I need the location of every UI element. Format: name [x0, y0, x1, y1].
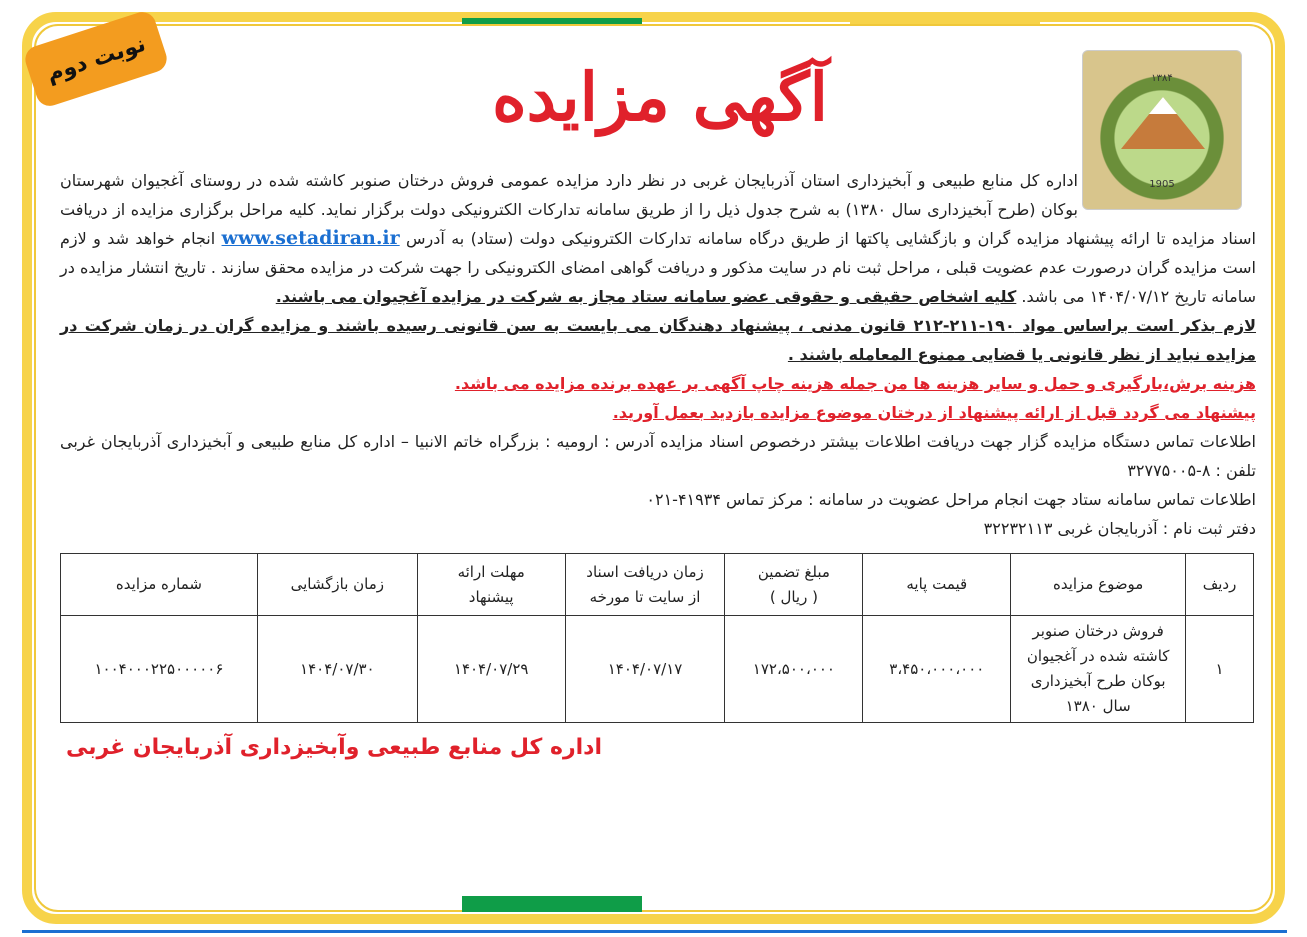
table-header-cell: موضوع مزایده	[1011, 554, 1186, 616]
snow-cap-icon	[1149, 97, 1177, 114]
main-content	[60, 166, 1256, 760]
registration-office: دفتر ثبت نام : آذربایجان غربی ۳۲۲۳۲۱۱۳	[983, 519, 1256, 538]
table-cell: ۱۷۲،۵۰۰،۰۰۰	[725, 616, 863, 723]
table-header-cell: زمان بازگشایی	[257, 554, 417, 616]
setadiran-link[interactable]: www.setadiran.ir	[221, 227, 400, 249]
footer-organization: اداره کل منابع طبیعی وآبخیزداری آذربایجان غربی	[66, 735, 602, 760]
table-header-cell: مبلغ تضمین ( ریال )	[725, 554, 863, 616]
page-title: آگهی مزایده	[492, 58, 828, 136]
table-cell: ۱۴۰۴/۰۷/۲۹	[417, 616, 565, 723]
legal-note: لازم بذکر است براساس مواد ۱۹۰-۲۱۱-۲۱۲ قانون مدنی ، پیشنهاد دهندگان می بایست به سن قانونی رسیده باشند و مزایده گران در زمان شرکت در مزایده نباید از نظر قانونی یا قضایی ممنوع المعامله باشند .	[60, 316, 1257, 364]
eligibility-statement: کلیه اشخاص حقیقی و حقوقی عضو سامانه ستاد مجاز به شرکت در مزایده آغجیوان می باشند.	[275, 287, 1017, 306]
table-cell: ۱	[1186, 616, 1254, 723]
table-header-cell: ردیف	[1186, 554, 1254, 616]
bottom-blue-line	[22, 930, 1287, 933]
logo-year-top: ۱۳۸۴	[1151, 73, 1173, 84]
table-header-cell: شماره مزایده	[61, 554, 258, 616]
table-header-row	[61, 554, 1254, 616]
table-cell: ۳،۴۵۰،۰۰۰،۰۰۰	[863, 616, 1011, 723]
table-header-cell: مهلت ارائه پیشنهاد	[417, 554, 565, 616]
intro-text-continued: انجام خواهد شد و لازم است مزایده گران درصورت عدم عضویت قبلی ، مراحل ثبت نام در سایت مذکور و دریافت گواهی امضای الکترونیکی را جهت شرکت در مزایده محقق سازند . تاریخ انتشار مزایده در سامانه تاریخ ۱۴۰۴/۰۷/۱۲ می باشد.	[60, 229, 1256, 306]
table-cell: فروش درختان صنوبر کاشته شده در آغجیوان بوکان طرح آبخیزداری سال ۱۳۸۰	[1011, 616, 1186, 723]
visit-note: پیشنهاد می گردد قبل از ارائه پیشنهاد از درختان موضوع مزایده بازدید بعمل آورید.	[612, 403, 1256, 422]
table-cell: ۱۰۰۴۰۰۰۲۲۵۰۰۰۰۰۶	[61, 616, 258, 723]
table-header-cell: قیمت پایه	[863, 554, 1011, 616]
setad-contact: اطلاعات تماس سامانه ستاد جهت انجام مراحل عضویت در سامانه : مرکز تماس ۴۱۹۳۴-۰۲۱	[646, 490, 1256, 509]
table-cell: ۱۴۰۴/۰۷/۳۰	[257, 616, 417, 723]
logo-spacer	[1078, 166, 1256, 212]
auction-table	[60, 553, 1254, 723]
table-row	[61, 616, 1254, 723]
notice-body	[60, 166, 1256, 543]
second-round-badge: نوبت دوم	[22, 9, 171, 110]
intro-paragraph	[60, 166, 1256, 311]
intro-text: اداره کل منابع طبیعی و آبخیزداری استان آذربایجان غربی در نظر دارد مزایده عمومی فروش درختان صنوبر کاشته شده در روستای آغجیوان شهرستان بوکان (طرح آبخیزداری سال ۱۳۸۰) به شرح جدول ذیل را از طریق سامانه تدارکات الکترونیکی دولت برگزار نماید. کلیه مراحل برگزاری مزایده از دریافت اسناد مزایده تا ارائه پیشنهاد مزایده گران و بازگشایی پاکتها از طریق درگاه سامانه تدارکات الکترونیکی دولت (ستاد) به آدرس	[60, 171, 1256, 248]
logo-year-bottom: 1905	[1149, 179, 1175, 190]
costs-note: هزینه برش،بارگیری و حمل و سایر هزینه ها من جمله هزینه چاپ آگهی بر عهده برنده مزایده می باشد.	[454, 374, 1256, 393]
table-header-cell: زمان دریافت اسناد از سایت تا مورخه	[565, 554, 725, 616]
table-cell: ۱۴۰۴/۰۷/۱۷	[565, 616, 725, 723]
contact-info: اطلاعات تماس دستگاه مزایده گزار جهت دریافت اطلاعات بیشتر درخصوص اسناد مزایده آدرس : ارومیه : بزرگراه خاتم الانبیا – اداره کل منابع طبیعی و آبخیزداری آذربایجان غربی تلفن : ۸-۳۲۷۷۵۰۰۵	[60, 432, 1256, 480]
bottom-green-bar	[462, 896, 642, 912]
